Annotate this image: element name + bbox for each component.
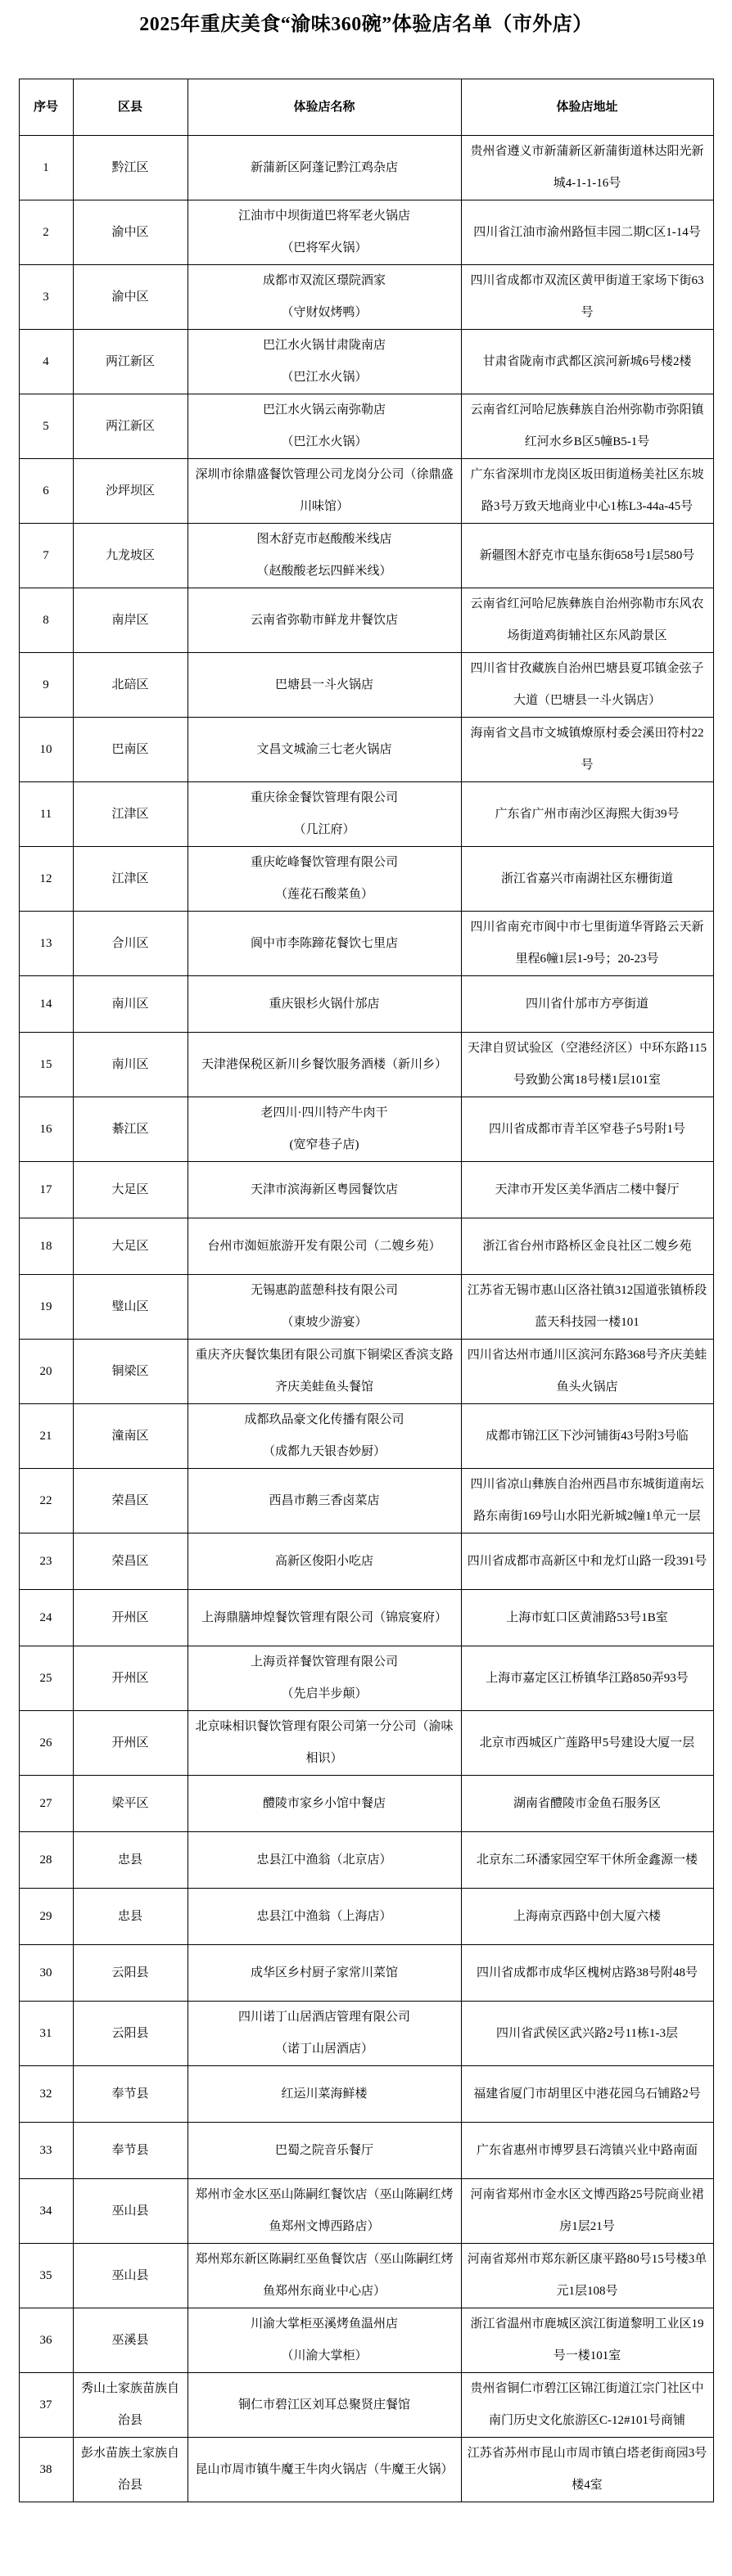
store-address-cell: 四川省成都市青羊区窄巷子5号附1号 — [461, 1097, 713, 1162]
store-address-cell: 广东省深圳市龙岗区坂田街道杨美社区东坡路3号万致天地商业中心1栋L3-44a-45号 — [461, 459, 713, 524]
table-row — [19, 200, 713, 265]
table-row — [19, 2438, 713, 2502]
row-number-cell: 5 — [19, 394, 73, 459]
store-address-cell: 河南省郑州市郑东新区康平路80号15号楼3单元1层108号 — [461, 2244, 713, 2308]
store-address-cell: 上海市嘉定区江桥镇华江路850弄93号 — [461, 1646, 713, 1711]
row-number-cell: 13 — [19, 912, 73, 976]
store-address-cell: 福建省厦门市胡里区中港花园乌石铺路2号 — [461, 2066, 713, 2123]
page-title: 2025年重庆美食“渝味360碗”体验店名单（市外店） — [139, 14, 593, 35]
store-address-cell: 四川省什邡市方亭街道 — [461, 976, 713, 1033]
row-number-cell: 2 — [19, 200, 73, 265]
store-name-cell: 深圳市徐鼎盛餐饮管理公司龙岗分公司（徐鼎盛川味馆） — [188, 459, 461, 524]
district-cell: 璧山区 — [73, 1275, 188, 1340]
store-name-cell: 成都市双流区璟院酒家 （守财奴烤鸭） — [188, 265, 461, 330]
row-number-cell: 34 — [19, 2179, 73, 2244]
store-address-cell: 四川省达州市通川区滨河东路368号齐庆美蛙鱼头火锅店 — [461, 1340, 713, 1404]
table-row — [19, 588, 713, 653]
column-header-store-name: 体验店名称 — [188, 79, 461, 136]
table-row — [19, 1776, 713, 1832]
store-name-cell: 台州市洳姮旅游开发有限公司（二嫂乡苑） — [188, 1218, 461, 1275]
column-header-district: 区县 — [73, 79, 188, 136]
store-name-cell: 昆山市周市镇牛魔王牛肉火锅店（牛魔王火锅） — [188, 2438, 461, 2502]
table-row — [19, 265, 713, 330]
row-number-cell: 6 — [19, 459, 73, 524]
store-address-cell: 四川省南充市阆中市七里街道华胥路云天新里程6幢1层1-9号；20-23号 — [461, 912, 713, 976]
column-header-store-address: 体验店地址 — [461, 79, 713, 136]
store-name-cell: 天津市滨海新区粤园餐饮店 — [188, 1162, 461, 1218]
store-address-cell: 江苏省苏州市昆山市周市镇白塔老街商园3号楼4室 — [461, 2438, 713, 2502]
store-name-cell: 巴江水火锅甘肃陇南店 （巴江水火锅） — [188, 330, 461, 394]
row-number-cell: 35 — [19, 2244, 73, 2308]
store-address-cell: 湖南省醴陵市金鱼石服务区 — [461, 1776, 713, 1832]
store-address-cell: 四川省甘孜藏族自治州巴塘县夏邛镇金弦子大道（巴塘县一斗火锅店） — [461, 653, 713, 718]
store-name-cell: 成都玖品豪文化传播有限公司 （成都九天银杏妙厨） — [188, 1404, 461, 1469]
district-cell: 开州区 — [73, 1711, 188, 1776]
row-number-cell: 10 — [19, 718, 73, 782]
district-cell: 巫山县 — [73, 2179, 188, 2244]
row-number-cell: 21 — [19, 1404, 73, 1469]
store-address-cell: 四川省成都市成华区槐树店路38号附48号 — [461, 1945, 713, 2002]
store-name-cell: 忠县江中渔翁（上海店） — [188, 1889, 461, 1945]
row-number-cell: 15 — [19, 1033, 73, 1097]
row-number-cell: 4 — [19, 330, 73, 394]
store-address-cell: 天津市开发区美华酒店二楼中餐厅 — [461, 1162, 713, 1218]
table-row — [19, 459, 713, 524]
row-number-cell: 24 — [19, 1590, 73, 1646]
table-row — [19, 1275, 713, 1340]
table-row — [19, 2179, 713, 2244]
table-row — [19, 1404, 713, 1469]
table-row — [19, 394, 713, 459]
table-row — [19, 136, 713, 200]
table-row — [19, 782, 713, 847]
store-name-cell: 四川诺丁山居酒店管理有限公司 （诺丁山居酒店） — [188, 2002, 461, 2066]
row-number-cell: 17 — [19, 1162, 73, 1218]
table-row — [19, 2002, 713, 2066]
store-name-cell: 巴塘县一斗火锅店 — [188, 653, 461, 718]
row-number-cell: 9 — [19, 653, 73, 718]
row-number-cell: 37 — [19, 2373, 73, 2438]
store-address-cell: 广东省惠州市博罗县石湾镇兴业中路南面 — [461, 2123, 713, 2179]
row-number-cell: 30 — [19, 1945, 73, 2002]
store-name-cell: 铜仁市碧江区刘耳总聚贤庄餐馆 — [188, 2373, 461, 2438]
store-address-cell: 江苏省无锡市惠山区洛社镇312国道张镇桥段蓝天科技园一楼101 — [461, 1275, 713, 1340]
table-header — [19, 79, 713, 136]
district-cell: 九龙坡区 — [73, 524, 188, 588]
district-cell: 渝中区 — [73, 265, 188, 330]
table-row — [19, 2373, 713, 2438]
table-row — [19, 1033, 713, 1097]
store-name-cell: 无锡惠韵蓝憩科技有限公司 （東坡少游宴） — [188, 1275, 461, 1340]
store-name-cell: 上海鼎膳坤煌餐饮管理有限公司（锦宸宴府） — [188, 1590, 461, 1646]
store-address-cell: 浙江省台州市路桥区金良社区二嫂乡苑 — [461, 1218, 713, 1275]
store-name-cell: 阆中市李陈蹄花餐饮七里店 — [188, 912, 461, 976]
store-address-cell: 浙江省温州市鹿城区滨江街道黎明工业区19号一楼101室 — [461, 2308, 713, 2373]
store-address-cell: 贵州省铜仁市碧江区锦江街道江宗门社区中南门历史文化旅游区C-12#101号商铺 — [461, 2373, 713, 2438]
store-address-cell: 四川省凉山彝族自治州西昌市东城街道南坛路东南街169号山水阳光新城2幢1单元一层 — [461, 1469, 713, 1533]
store-name-cell: 红运川菜海鲜楼 — [188, 2066, 461, 2123]
store-name-cell: 重庆徐金餐饮管理有限公司 （几江府） — [188, 782, 461, 847]
store-name-cell: 高新区俊阳小吃店 — [188, 1533, 461, 1590]
district-cell: 开州区 — [73, 1590, 188, 1646]
store-address-cell: 云南省红河哈尼族彝族自治州弥勒市弥阳镇红河水乡B区5幢B5-1号 — [461, 394, 713, 459]
table-row — [19, 1097, 713, 1162]
row-number-cell: 36 — [19, 2308, 73, 2373]
district-cell: 大足区 — [73, 1162, 188, 1218]
district-cell: 忠县 — [73, 1832, 188, 1889]
district-cell: 沙坪坝区 — [73, 459, 188, 524]
district-cell: 南岸区 — [73, 588, 188, 653]
store-address-cell: 上海南京西路中创大厦六楼 — [461, 1889, 713, 1945]
table-row — [19, 847, 713, 912]
district-cell: 巴南区 — [73, 718, 188, 782]
row-number-cell: 32 — [19, 2066, 73, 2123]
table-row — [19, 2123, 713, 2179]
store-address-cell: 海南省文昌市文城镇燎原村委会溪田符村22号 — [461, 718, 713, 782]
table-row — [19, 1945, 713, 2002]
table-row — [19, 1832, 713, 1889]
row-number-cell: 28 — [19, 1832, 73, 1889]
district-cell: 彭水苗族土家族自治县 — [73, 2438, 188, 2502]
row-number-cell: 12 — [19, 847, 73, 912]
table-row — [19, 653, 713, 718]
district-cell: 两江新区 — [73, 330, 188, 394]
district-cell: 江津区 — [73, 847, 188, 912]
district-cell: 忠县 — [73, 1889, 188, 1945]
table-row — [19, 1533, 713, 1590]
district-cell: 荣昌区 — [73, 1533, 188, 1590]
store-address-cell: 河南省郑州市金水区文博西路25号院商业裙房1层21号 — [461, 2179, 713, 2244]
table-row — [19, 1711, 713, 1776]
table-row — [19, 1340, 713, 1404]
row-number-cell: 11 — [19, 782, 73, 847]
district-cell: 渝中区 — [73, 200, 188, 265]
row-number-cell: 25 — [19, 1646, 73, 1711]
store-name-cell: 西昌市鹅三香卤菜店 — [188, 1469, 461, 1533]
table-row — [19, 912, 713, 976]
district-cell: 南川区 — [73, 1033, 188, 1097]
row-number-cell: 27 — [19, 1776, 73, 1832]
district-cell: 大足区 — [73, 1218, 188, 1275]
district-cell: 潼南区 — [73, 1404, 188, 1469]
row-number-cell: 14 — [19, 976, 73, 1033]
district-cell: 江津区 — [73, 782, 188, 847]
store-name-cell: 成华区乡村厨子家常川菜馆 — [188, 1945, 461, 2002]
table-row — [19, 1590, 713, 1646]
store-table-body — [19, 136, 713, 2502]
district-cell: 巫溪县 — [73, 2308, 188, 2373]
store-name-cell: 江油市中坝街道巴将军老火锅店 （巴将军火锅） — [188, 200, 461, 265]
header-row — [19, 79, 713, 136]
row-number-cell: 22 — [19, 1469, 73, 1533]
column-header-no: 序号 — [19, 79, 73, 136]
store-address-cell: 广东省广州市南沙区海熙大街39号 — [461, 782, 713, 847]
store-name-cell: 重庆屹峰餐饮管理有限公司 （莲花石酸菜鱼） — [188, 847, 461, 912]
store-name-cell: 天津港保税区新川乡餐饮服务酒楼（新川乡） — [188, 1033, 461, 1097]
district-cell: 北碚区 — [73, 653, 188, 718]
district-cell: 梁平区 — [73, 1776, 188, 1832]
table-row — [19, 2308, 713, 2373]
store-address-cell: 甘肃省陇南市武都区滨河新城6号楼2楼 — [461, 330, 713, 394]
store-name-cell: 云南省弥勒市鲜龙井餐饮店 — [188, 588, 461, 653]
store-address-cell: 成都市锦江区下沙河铺街43号附3号临 — [461, 1404, 713, 1469]
district-cell: 荣昌区 — [73, 1469, 188, 1533]
table-row — [19, 1646, 713, 1711]
table-row — [19, 718, 713, 782]
store-name-cell: 巴蜀之院音乐餐厅 — [188, 2123, 461, 2179]
row-number-cell: 26 — [19, 1711, 73, 1776]
store-address-cell: 四川省成都市高新区中和龙灯山路一段391号 — [461, 1533, 713, 1590]
store-name-cell: 巴江水火锅云南弥勒店 （巴江水火锅） — [188, 394, 461, 459]
district-cell: 黔江区 — [73, 136, 188, 200]
store-address-cell: 四川省江油市渝州路恒丰园二期C区1-14号 — [461, 200, 713, 265]
district-cell: 云阳县 — [73, 2002, 188, 2066]
store-address-cell: 上海市虹口区黄浦路53号1B室 — [461, 1590, 713, 1646]
store-name-cell: 老四川·四川特产牛肉干 (宽窄巷子店) — [188, 1097, 461, 1162]
district-cell: 南川区 — [73, 976, 188, 1033]
store-name-cell: 川渝大掌柜巫溪烤鱼温州店 （川渝大掌柜） — [188, 2308, 461, 2373]
table-row — [19, 976, 713, 1033]
district-cell: 开州区 — [73, 1646, 188, 1711]
row-number-cell: 1 — [19, 136, 73, 200]
table-row — [19, 330, 713, 394]
district-cell: 奉节县 — [73, 2123, 188, 2179]
district-cell: 两江新区 — [73, 394, 188, 459]
row-number-cell: 23 — [19, 1533, 73, 1590]
store-name-cell: 郑州市金水区巫山陈嗣红餐饮店（巫山陈嗣红烤鱼郑州文博西路店） — [188, 2179, 461, 2244]
table-row — [19, 524, 713, 588]
row-number-cell: 18 — [19, 1218, 73, 1275]
store-name-cell: 醴陵市家乡小馆中餐店 — [188, 1776, 461, 1832]
row-number-cell: 33 — [19, 2123, 73, 2179]
table-row — [19, 1162, 713, 1218]
table-row — [19, 2066, 713, 2123]
row-number-cell: 31 — [19, 2002, 73, 2066]
district-cell: 合川区 — [73, 912, 188, 976]
store-address-cell: 贵州省遵义市新蒲新区新蒲街道林达阳光新城4-1-1-16号 — [461, 136, 713, 200]
district-cell: 云阳县 — [73, 1945, 188, 2002]
district-cell: 巫山县 — [73, 2244, 188, 2308]
store-address-cell: 四川省武侯区武兴路2号11栋1-3层 — [461, 2002, 713, 2066]
district-cell: 綦江区 — [73, 1097, 188, 1162]
row-number-cell: 3 — [19, 265, 73, 330]
district-cell: 秀山土家族苗族自治县 — [73, 2373, 188, 2438]
table-row — [19, 1889, 713, 1945]
store-name-cell: 图木舒克市赵酸酸米线店 （赵酸酸老坛四鲜米线） — [188, 524, 461, 588]
row-number-cell: 38 — [19, 2438, 73, 2502]
table-row — [19, 2244, 713, 2308]
store-address-cell: 新疆图木舒克市屯垦东街658号1层580号 — [461, 524, 713, 588]
row-number-cell: 20 — [19, 1340, 73, 1404]
row-number-cell: 7 — [19, 524, 73, 588]
row-number-cell: 29 — [19, 1889, 73, 1945]
store-address-cell: 天津自贸试验区（空港经济区）中环东路115号致勤公寓18号楼1层101室 — [461, 1033, 713, 1097]
table-row — [19, 1469, 713, 1533]
store-address-cell: 北京市西城区广莲路甲5号建设大厦一层 — [461, 1711, 713, 1776]
row-number-cell: 16 — [19, 1097, 73, 1162]
store-name-cell: 重庆齐庆餐饮集团有限公司旗下铜梁区香滨支路齐庆美蛙鱼头餐馆 — [188, 1340, 461, 1404]
table-row — [19, 1218, 713, 1275]
store-address-cell: 浙江省嘉兴市南湖社区东栅街道 — [461, 847, 713, 912]
store-address-cell: 北京东二环潘家园空军干休所金鑫源一楼 — [461, 1832, 713, 1889]
store-name-cell: 北京味相识餐饮管理有限公司第一分公司（渝味相识） — [188, 1711, 461, 1776]
store-table — [19, 79, 714, 2502]
store-name-cell: 新蒲新区阿蓬记黔江鸡杂店 — [188, 136, 461, 200]
row-number-cell: 19 — [19, 1275, 73, 1340]
row-number-cell: 8 — [19, 588, 73, 653]
store-address-cell: 云南省红河哈尼族彝族自治州弥勒市东风农场街道鸡街辅社区东风韵景区 — [461, 588, 713, 653]
store-name-cell: 上海贡祥餐饮管理有限公司 （先启半步颠） — [188, 1646, 461, 1711]
store-name-cell: 文昌文城渝三七老火锅店 — [188, 718, 461, 782]
district-cell: 铜梁区 — [73, 1340, 188, 1404]
store-address-cell: 四川省成都市双流区黄甲街道王家场下街63号 — [461, 265, 713, 330]
store-name-cell: 忠县江中渔翁（北京店） — [188, 1832, 461, 1889]
district-cell: 奉节县 — [73, 2066, 188, 2123]
store-name-cell: 重庆银杉火锅什邡店 — [188, 976, 461, 1033]
store-name-cell: 郑州郑东新区陈嗣红巫鱼餐饮店（巫山陈嗣红烤鱼郑州东商业中心店） — [188, 2244, 461, 2308]
